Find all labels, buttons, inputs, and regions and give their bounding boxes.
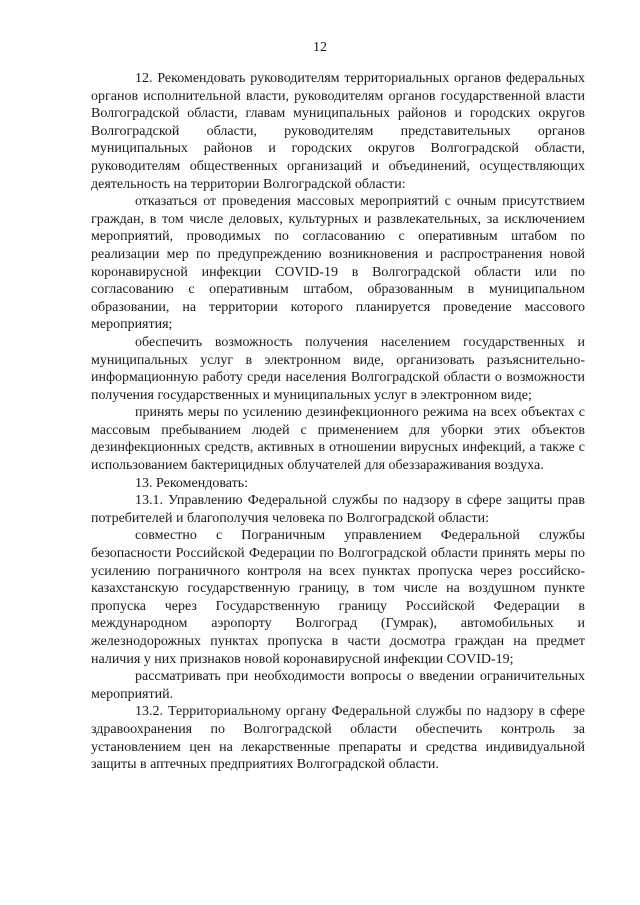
paragraph-electronic-services: обеспечить возможность получения населением государственных и муниципальных услуг в электронном виде, организовать разъяснительно-информационную работу среди населения Волгоградской области о возможности получения государственных и муниципальных услуг в электронном виде; <box>91 334 585 403</box>
paragraph-12: 12. Рекомендовать руководителям территориальных органов федеральных органов исполнительной власти, руководителям органов государственной власти Волгоградской области, главам муниципальных районов и городских округов Волгоградской области, руководителям представительных органов муниципальных районов и городских округов Волгоградской области, руководителям общественных организаций и объединений, осуществляющих деятельность на территории Волгоградской области: <box>91 71 585 192</box>
paragraph-border-control: совместно с Пограничным управлением Федеральной службы безопасности Российской Федерации по Волгоградской области принять меры по усилению пограничного контроля на всех пунктах пропуска через российско-казахстанскую государственную границу, в том числе на воздушном пункте пропуска через Государственную границу Российской Федерации в международном аэропорту Волгоград (Гумрак), автомобильных и железнодорожных пунктах пропуска в части досмотра граждан на предмет наличия у них признаков новой коронавирусной инфекции COVID-19; <box>91 528 585 667</box>
document-body <box>91 70 585 774</box>
paragraph-13: 13. Рекомендовать: <box>135 475 248 491</box>
paragraph-disinfection: принять меры по усилению дезинфекционного режима на всех объектах с массовым пребыванием людей с применением для уборки этих объектов дезинфекционных средств, активных в отношении вирусных инфекций, а также с использованием бактерицидных облучателей для обеззараживания воздуха. <box>91 405 585 474</box>
page-number: 12 <box>313 40 327 55</box>
paragraph-restrictive-measures: рассматривать при необходимости вопросы о введении ограничительных мероприятий. <box>91 669 585 702</box>
paragraph-13-2: 13.2. Территориальному органу Федеральной службы по надзору в сфере здравоохранения по Волгоградской области обеспечить контроль за установлением цен на лекарственные препараты и средства индивидуальной защиты в аптечных предприятиях Волгоградской области. <box>91 704 585 773</box>
paragraph-cancel-mass-events: отказаться от проведения массовых мероприятий с очным присутствием граждан, в том числе деловых, культурных и развлекательных, за исключением мероприятий, проводимых по согласованию с оперативным штабом по реализации мер по предупреждению возникновения и распространения новой коронавирусной инфекции COVID-19 в Волгоградской области или по согласованию с оперативным штабом, образованным в муниципальном образовании, на территории которого планируется проведение массового мероприятия; <box>91 194 585 333</box>
paragraph-13-1: 13.1. Управлению Федеральной службы по надзору в сфере защиты прав потребителей и благополучия человека по Волгоградской области: <box>91 493 585 526</box>
